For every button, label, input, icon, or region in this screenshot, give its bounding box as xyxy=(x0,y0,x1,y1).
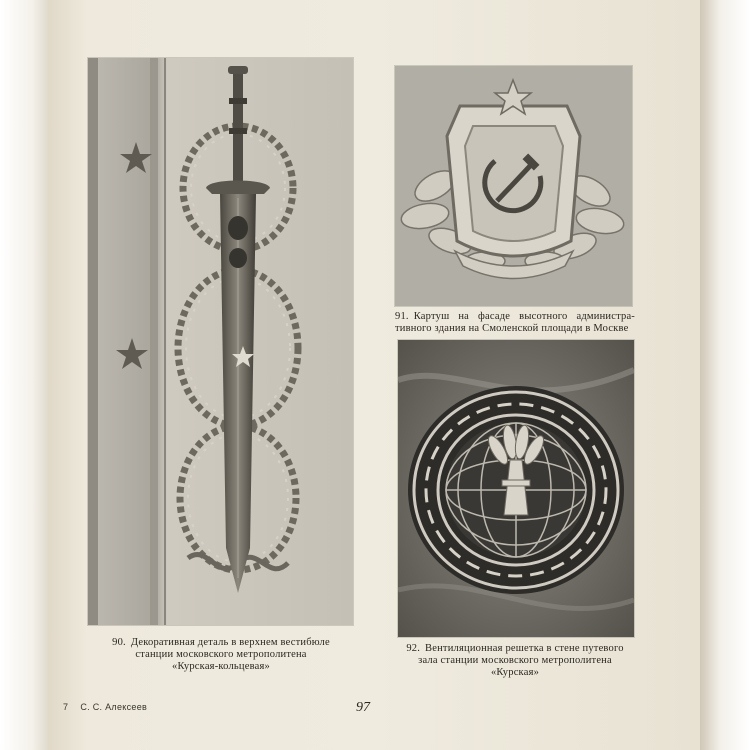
printer-signature xyxy=(63,702,147,712)
cartouche-relief-image xyxy=(395,66,632,306)
figure-90-caption xyxy=(88,637,354,673)
sword-wreath-relief-image xyxy=(88,58,353,625)
book-right-edge xyxy=(700,0,750,750)
caption-line xyxy=(395,311,635,323)
ventilation-grille-image xyxy=(398,340,634,637)
figure-number: 92. xyxy=(406,643,421,654)
caption-line: тивного здания на Смоленской площади в Москве xyxy=(395,323,629,334)
caption-line: зала станции московского метрополитена xyxy=(418,655,612,666)
caption-line: «Курская-кольцевая» xyxy=(172,661,270,672)
signature-mark: 7 xyxy=(63,702,69,712)
caption-line: «Курская» xyxy=(490,667,540,678)
page-number: 97 xyxy=(356,700,370,715)
caption-text: Вентиляционная решетка в стене путевого xyxy=(425,643,624,654)
caption-line xyxy=(88,637,354,649)
book-left-edge xyxy=(0,0,54,750)
figure-92-photo xyxy=(398,340,634,637)
figure-91-caption xyxy=(395,311,635,335)
figure-number: 91. xyxy=(395,311,409,322)
caption-line xyxy=(396,643,634,655)
figure-92-caption xyxy=(396,643,634,679)
caption-text: Картуш на фасаде высотного администра- xyxy=(413,311,635,322)
figure-number: 90. xyxy=(112,637,126,648)
figure-91-photo xyxy=(395,66,632,306)
author-name: С. С. Алексеев xyxy=(80,702,148,712)
caption-line: станции московского метрополитена xyxy=(135,649,307,660)
figure-90-photo xyxy=(88,58,353,625)
caption-text: Декоративная деталь в верхнем вестибюле xyxy=(130,637,330,648)
